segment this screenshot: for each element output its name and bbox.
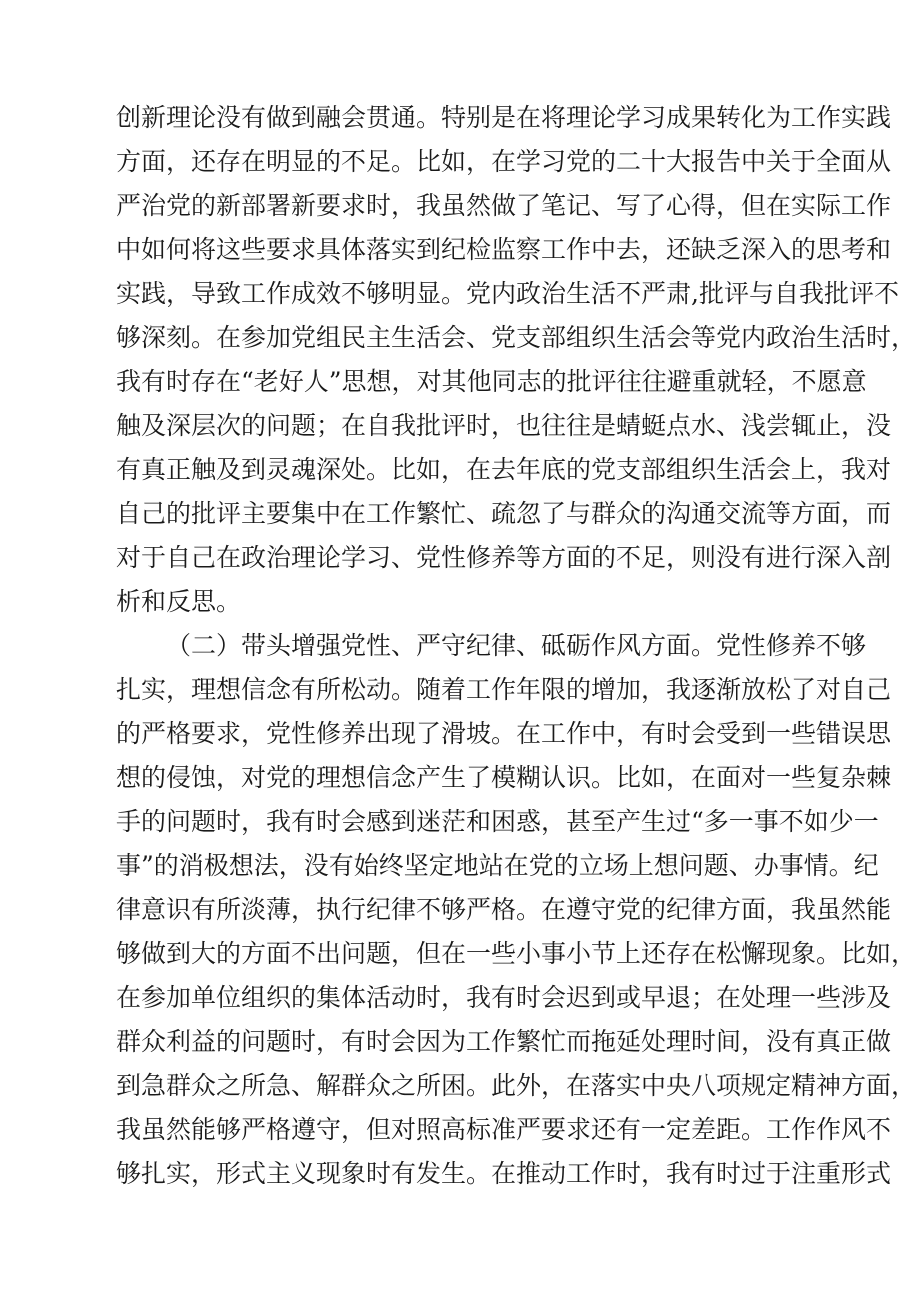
text-line: 中如何将这些要求具体落实到纪检监察工作中去，还缺乏深入的思考和	[116, 235, 892, 264]
text-line: 想的侵蚀，对党的理想信念产生了模糊认识。比如，在面对一些复杂棘	[116, 763, 892, 792]
text-line: 析和反思。	[116, 587, 242, 616]
text-line: 到急群众之所急、解群众之所困。此外，在落实中央八项规定精神方面，	[116, 1071, 917, 1100]
text-line: 在参加单位组织的集体活动时，我有时会迟到或早退；在处理一些涉及	[116, 983, 892, 1012]
text-line: 对于自己在政治理论学习、党性修养等方面的不足，则没有进行深入剖	[116, 543, 892, 572]
text-line: 群众利益的问题时，有时会因为工作繁忙而拖延处理时间，没有真正做	[116, 1027, 892, 1056]
text-line: 实践，导致工作成效不够明显。党内政治生活不严肃,批评与自我批评不	[116, 279, 899, 308]
text-line: 我虽然能够严格遵守，但对照高标准严要求还有一定差距。工作作风不	[116, 1115, 892, 1144]
text-line: 扎实，理想信念有所松动。随着工作年限的增加，我逐渐放松了对自己	[116, 675, 892, 704]
text-line: 严治党的新部署新要求时，我虽然做了笔记、写了心得，但在实际工作	[116, 191, 892, 220]
text-line: 创新理论没有做到融会贯通。特别是在将理论学习成果转化为工作实践	[116, 103, 892, 132]
text-line: 有真正触及到灵魂深处。比如，在去年底的党支部组织生活会上，我对	[116, 455, 892, 484]
text-line: 够深刻。在参加党组民主生活会、党支部组织生活会等党内政治生活时，	[116, 323, 917, 352]
text-line: 自己的批评主要集中在工作繁忙、疏忽了与群众的沟通交流等方面，而	[116, 499, 892, 528]
text-line: 够做到大的方面不出问题，但在一些小事小节上还存在松懈现象。比如，	[116, 939, 917, 968]
text-line: 手的问题时，我有时会感到迷茫和困惑，甚至产生过“多一事不如少一	[116, 807, 879, 836]
text-line: 事”的消极想法，没有始终坚定地站在党的立场上想问题、办事情。纪	[116, 851, 879, 880]
text-line: 我有时存在“老好人”思想，对其他同志的批评往往避重就轻，不愿意	[116, 367, 867, 396]
text-line: 触及深层次的问题；在自我批评时，也往往是蜻蜓点水、浅尝辄止，没	[116, 411, 892, 440]
text-line: 够扎实，形式主义现象时有发生。在推动工作时，我有时过于注重形式	[116, 1159, 892, 1188]
text-line: 的严格要求，党性修养出现了滑坡。在工作中，有时会受到一些错误思	[116, 719, 892, 748]
text-line: 方面，还存在明显的不足。比如，在学习党的二十大报告中关于全面从	[116, 147, 892, 176]
section-heading-line: （二）带头增强党性、严守纪律、砥砺作风方面。党性修养不够	[166, 631, 867, 660]
text-line: 律意识有所淡薄，执行纪律不够严格。在遵守党的纪律方面，我虽然能	[116, 895, 892, 924]
